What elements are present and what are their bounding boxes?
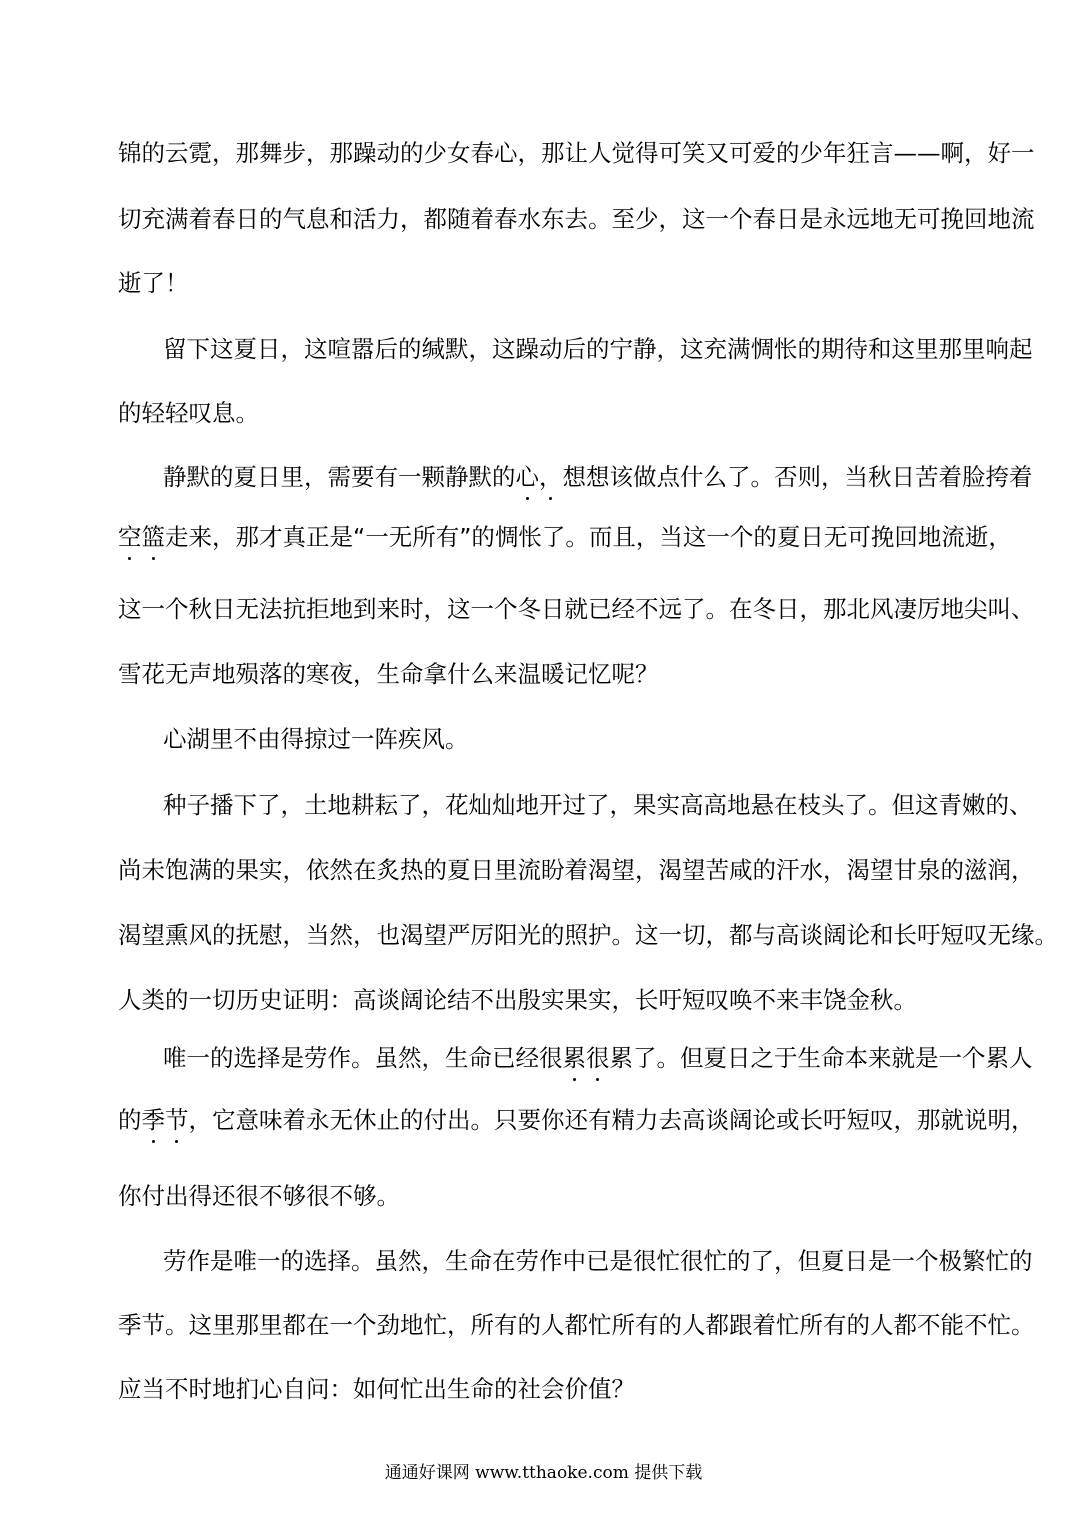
text-line-with-emphasis: 静默的夏日里，需要有一颗静默的心，想想该做点什么了。否则，当秋日苦着脸挎着 [163, 463, 1033, 491]
text-line: 人类的一切历史证明：高谈阔论结不出殷实果实，长吁短叹唤不来丰饶金秋。 [118, 986, 917, 1014]
emphasis-char: 心 [515, 463, 539, 491]
emphasis-char: 空 [118, 523, 142, 551]
text-line: 劳作是唯一的选择。虽然，生命在劳作中已是很忙很忙的了，但夏日是一个极繁忙的 [163, 1247, 1033, 1275]
text-line: 种子播下了，土地耕耘了，花灿灿地开过了，果实高高地悬在枝头了。但这青嫩的、 [163, 791, 1033, 819]
text-line: 逝了！ [118, 269, 189, 297]
emphasis-char: 篮 [141, 523, 165, 551]
text-line: 雪花无声地殒落的寒夜，生命拿什么来温暖记忆呢？ [118, 660, 659, 688]
text-line: 季节。这里那里都在一个劲地忙，所有的人都忙所有的人都跟着忙所有的人都不能不忙。 [118, 1311, 1035, 1339]
text-line: 心湖里不由得掠过一阵疾风。 [163, 725, 469, 753]
text-line: 的轻轻叹息。 [118, 399, 259, 427]
text-line: 尚未饱满的果实，依然在炙热的夏日里流盼着渴望，渴望苦咸的汗水，渴望甘泉的滋润， [118, 856, 1035, 884]
text-line: 应当不时地扪心自问：如何忙出生命的社会价值？ [118, 1375, 635, 1403]
text-line: 留下这夏日，这喧嚣后的缄默，这躁动后的宁静，这充满惆怅的期待和这里那里响起 [163, 335, 1033, 363]
text-line: 渴望熏风的抚慰，当然，也渴望严厉阳光的照护。这一切，都与高谈阔论和长吁短叹无缘。 [118, 921, 1058, 949]
text-line: 切充满着春日的气息和活力，都随着春水东去。至少，这一个春日是永远地无可挽回地流 [118, 205, 1035, 233]
emphasis-char: 节 [165, 1106, 189, 1134]
text-line: 这一个秋日无法抗拒地到来时，这一个冬日就已经不远了。在冬日，那北风凄厉地尖叫、 [118, 595, 1035, 623]
emphasis-char: 累 [562, 1044, 586, 1072]
text-line-with-emphasis: 空篮走来，那才真正是“一无所有”的惆怅了。而且，当这一个的夏日无可挽回地流逝， [118, 523, 1012, 551]
text-line: 你付出得还很不够很不够。 [118, 1182, 400, 1210]
text-line-with-emphasis: 唯一的选择是劳作。虽然，生命已经很累很累了。但夏日之于生命本来就是一个累人 [163, 1044, 1033, 1072]
emphasis-char: 季 [141, 1106, 165, 1134]
text-line-with-emphasis: 的季节，它意味着永无休止的付出。只要你还有精力去高谈阔论或长吁短叹，那就说明， [118, 1106, 1035, 1134]
text-line: 锦的云霓，那舞步，那躁动的少女春心，那让人觉得可笑又可爱的少年狂言——啊，好一 [118, 139, 1035, 167]
page-footer: 通通好课网 www.tthaoke.com 提供下载 [384, 1463, 703, 1483]
emphasis-char: ， [539, 463, 563, 491]
emphasis-char: 很 [586, 1044, 610, 1072]
